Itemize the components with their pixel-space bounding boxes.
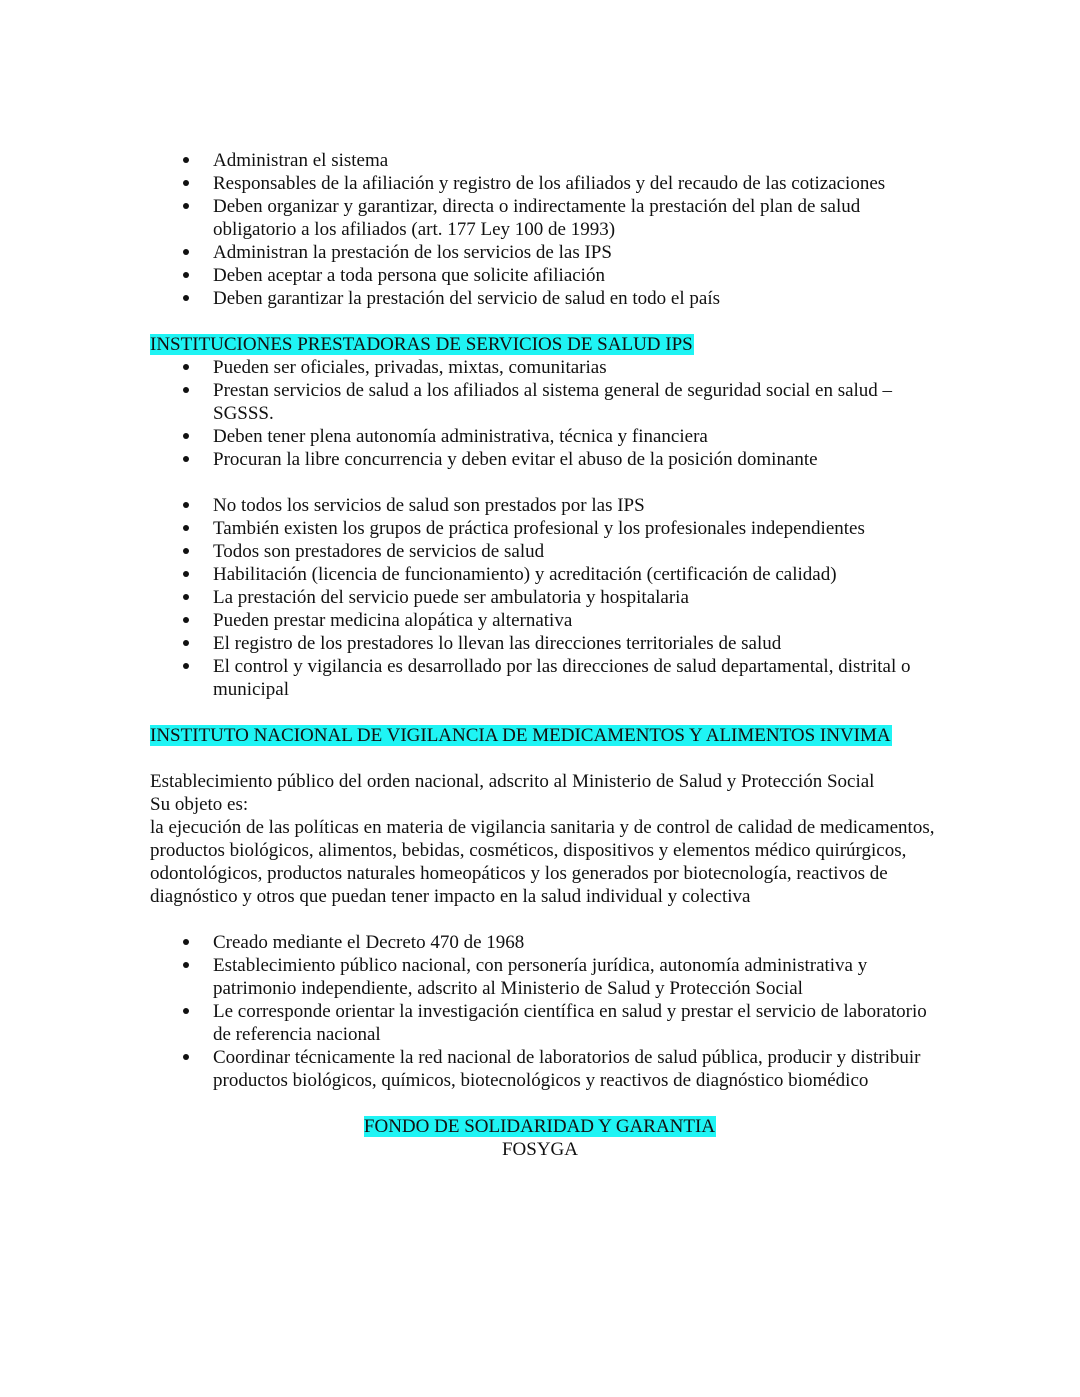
list-item: Procuran la libre concurrencia y deben evitar el abuso de la posición dominante xyxy=(150,448,940,471)
list-item: La prestación del servicio puede ser ambulatoria y hospitalaria xyxy=(150,586,940,609)
fosyga-subheading: FOSYGA xyxy=(501,1139,579,1160)
spacer xyxy=(150,1092,940,1115)
invima-heading xyxy=(150,724,940,747)
list-item: Deben aceptar a toda persona que solicite afiliación xyxy=(150,264,940,287)
list-item: Todos son prestadores de servicios de salud xyxy=(150,540,940,563)
list-item: Pueden ser oficiales, privadas, mixtas, comunitarias xyxy=(150,356,940,379)
list-item: El control y vigilancia es desarrollado por las direcciones de salud departamental, distrital o municipal xyxy=(150,655,940,701)
fosyga-heading xyxy=(150,1115,930,1138)
spacer xyxy=(150,908,940,931)
list-item: Administran el sistema xyxy=(150,149,940,172)
list-item: El registro de los prestadores lo llevan las direcciones territoriales de salud xyxy=(150,632,940,655)
highlighted-heading-text: FONDO DE SOLIDARIDAD Y GARANTIA xyxy=(363,1116,716,1137)
ips-second-bullet-list xyxy=(150,494,940,701)
spacer xyxy=(150,747,940,770)
spacer xyxy=(150,701,940,724)
eps-bullet-list xyxy=(150,149,940,310)
document-page xyxy=(150,149,940,1161)
invima-object-label: Su objeto es: xyxy=(150,794,249,815)
list-item: Pueden prestar medicina alopática y alternativa xyxy=(150,609,940,632)
list-item: Deben tener plena autonomía administrativa, técnica y financiera xyxy=(150,425,940,448)
list-item: No todos los servicios de salud son prestados por las IPS xyxy=(150,494,940,517)
ips-bullet-list xyxy=(150,356,940,471)
highlighted-heading-text: INSTITUCIONES PRESTADORAS DE SERVICIOS DE SALUD IPS xyxy=(150,334,693,355)
list-item: Responsables de la afiliación y registro de los afiliados y del recaudo de las cotizaciones xyxy=(150,172,940,195)
ips-heading xyxy=(150,333,940,356)
list-item: Deben garantizar la prestación del servicio de salud en todo el país xyxy=(150,287,940,310)
invima-bullet-list xyxy=(150,931,940,1092)
invima-description-line: Establecimiento público del orden nacional, adscrito al Ministerio de Salud y Protección Social xyxy=(150,771,875,792)
list-item: Creado mediante el Decreto 470 de 1968 xyxy=(150,931,940,954)
highlighted-heading-text: INSTITUTO NACIONAL DE VIGILANCIA DE MEDICAMENTOS Y ALIMENTOS INVIMA xyxy=(150,725,891,746)
list-item: Administran la prestación de los servicios de las IPS xyxy=(150,241,940,264)
spacer xyxy=(150,471,940,494)
list-item: Coordinar técnicamente la red nacional de laboratorios de salud pública, producir y distribuir productos biológicos, químicos, biotecnológicos y reactivos de diagnóstico biomédico xyxy=(150,1046,940,1092)
spacer xyxy=(150,310,940,333)
list-item: Deben organizar y garantizar, directa o indirectamente la prestación del plan de salud obligatorio a los afiliados (art. 177 Ley 100 de 1993) xyxy=(150,195,940,241)
list-item: Le corresponde orientar la investigación científica en salud y prestar el servicio de laboratorio de referencia nacional xyxy=(150,1000,940,1046)
list-item: Establecimiento público nacional, con personería jurídica, autonomía administrativa y patrimonio independiente, adscrito al Ministerio de Salud y Protección Social xyxy=(150,954,940,1000)
list-item: Habilitación (licencia de funcionamiento) y acreditación (certificación de calidad) xyxy=(150,563,940,586)
invima-object-paragraph: la ejecución de las políticas en materia de vigilancia sanitaria y de control de calidad de medicamentos, productos biológicos, alimentos, bebidas, cosméticos, dispositivos y elementos médico quirúrgicos, odontológicos, productos naturales homeopáticos y los generados por biotecnología, reactivos de diagnóstico y otros que puedan tener impacto en la salud individual y colectiva xyxy=(150,817,935,907)
list-item: También existen los grupos de práctica profesional y los profesionales independientes xyxy=(150,517,940,540)
list-item: Prestan servicios de salud a los afiliados al sistema general de seguridad social en salud – SGSSS. xyxy=(150,379,940,425)
